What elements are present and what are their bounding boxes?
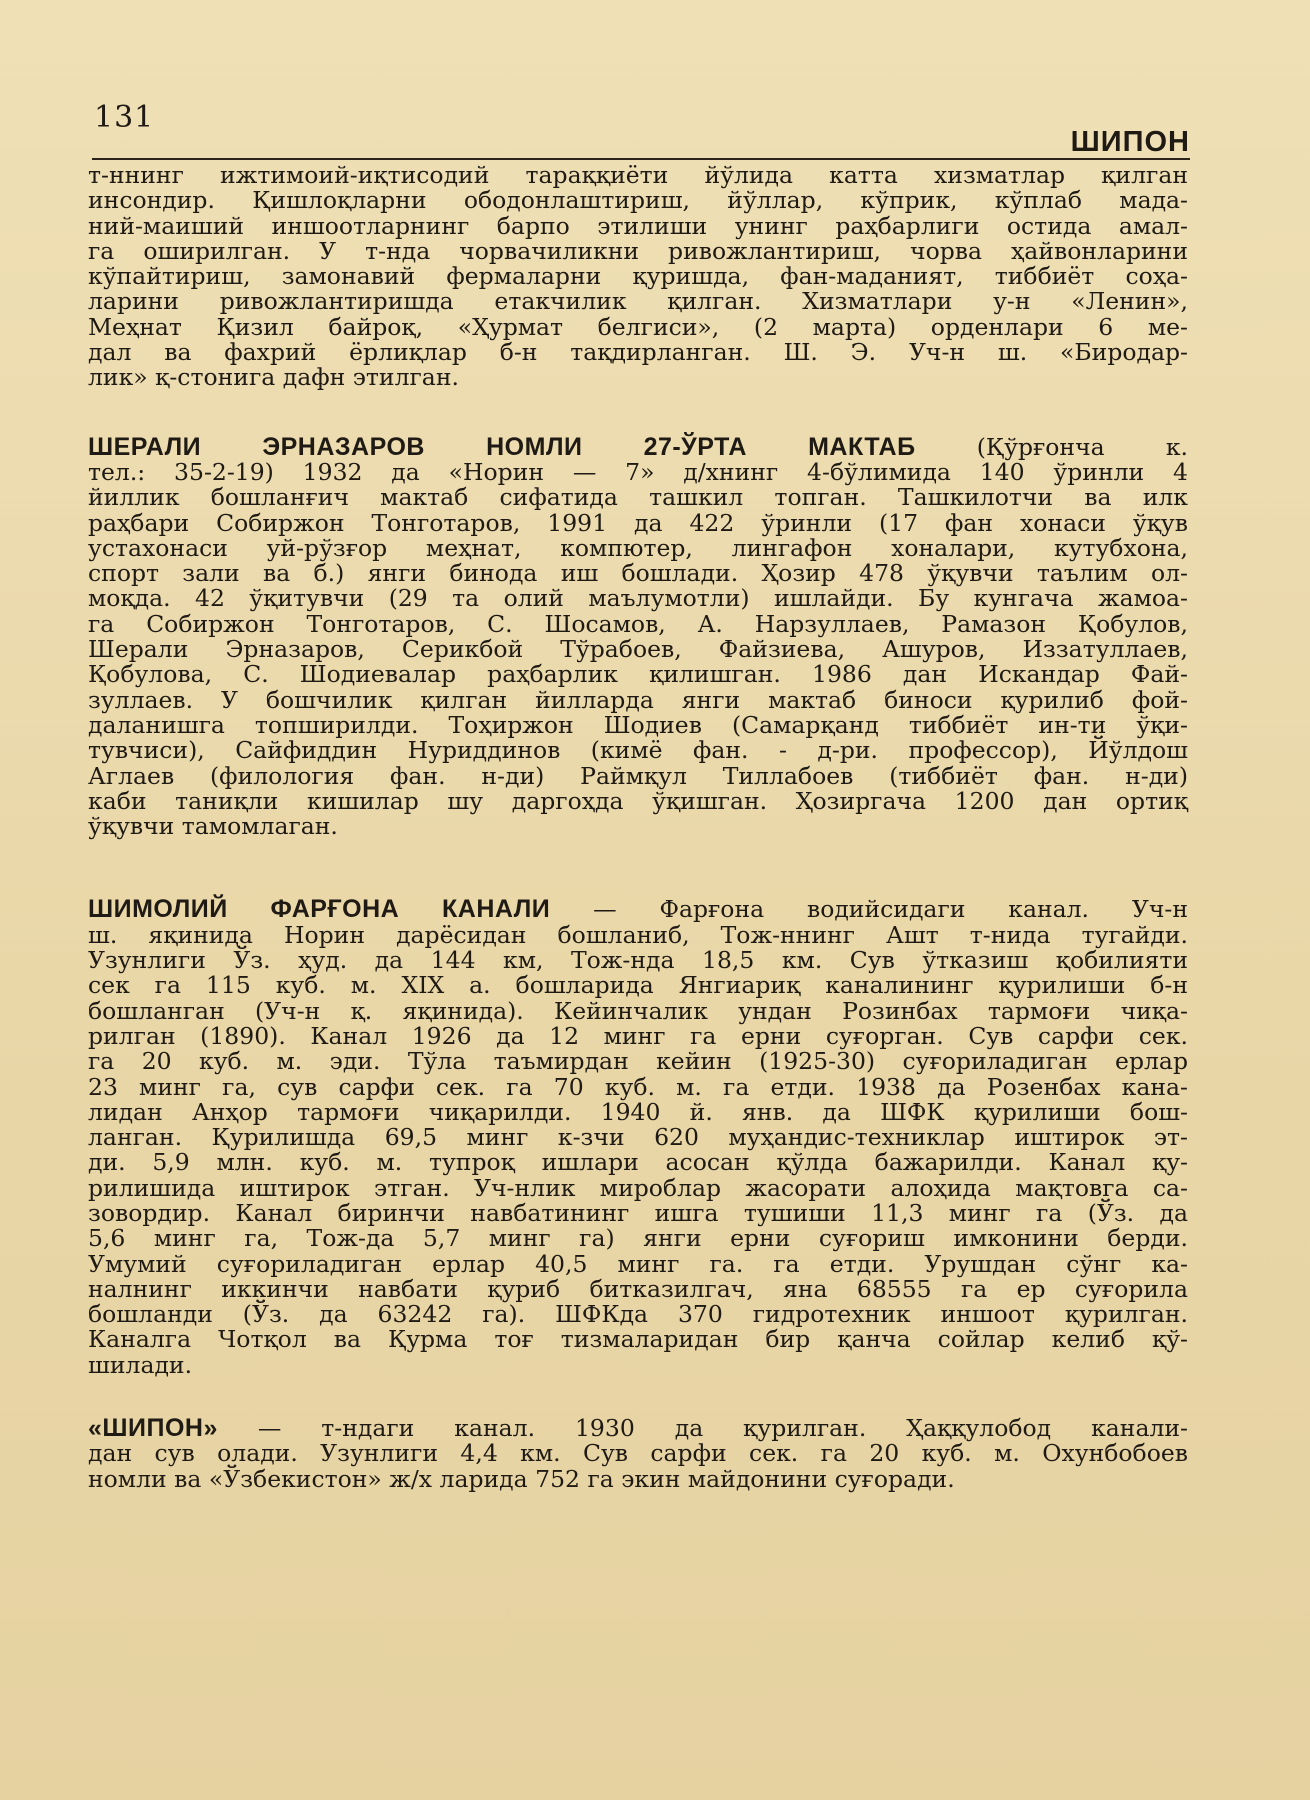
text-line: га Собиржон Тонготаров, С. Шосамов, А. Нарзуллаев, Рамазон Қобулов, [88, 609, 1188, 638]
entry-first-line [88, 1416, 1188, 1441]
page-body [88, 163, 1188, 1492]
entry-spacer [88, 839, 1188, 897]
text-line: лидан Анҳор тармоғи чиқарилди. 1940 й. янв. да ШФК қурилиши бош- [88, 1097, 1188, 1126]
text-line: кўпайтириш, замонавий фермаларни қуришда, фан-маданият, тиббиёт соҳа- [88, 262, 1188, 291]
entry-first-line-text: (Қўрғонча к. [915, 432, 1188, 461]
entry-first-line-text: — т-ндаги канал. 1930 да қурилган. Ҳаққулобод канали- [217, 1414, 1188, 1443]
text-line: ларини ривожлантиришда етакчилик қилган. Хизматлари у-н «Ленин», [88, 287, 1188, 316]
text-line: Каналга Чотқол ва Қурма тоғ тизмаларидан бир қанча сойлар келиб қў- [88, 1325, 1188, 1354]
entry-headword: ШЕРАЛИ ЭРНАЗАРОВ НОМЛИ 27-ЎРТА МАКТАБ [88, 432, 916, 461]
text-line: тувчиси), Сайфиддин Нуриддинов (кимё фан. - д-ри. профессор), Йўлдош [88, 736, 1188, 765]
text-line: дал ва фахрий ёрлиқлар б-н тақдирланган. Ш. Э. Уч-н ш. «Биродар- [88, 338, 1188, 367]
text-line: дан сув олади. Узунлиги 4,4 км. Сув сарфи сек. га 20 куб. м. Охунбобоев [88, 1439, 1188, 1468]
header-rule [92, 158, 1190, 160]
entry-first-line-text: — Фарғона водийсидаги канал. Уч-н [550, 895, 1188, 924]
text-line: моқда. 42 ўқитувчи (29 та олий маълумотли) ишлайди. Бу кунгача жамоа- [88, 584, 1188, 613]
text-line: инсондир. Қишлоқларни ободонлаштириш, йўллар, кўприк, кўплаб мада- [88, 186, 1188, 215]
text-line: ний-маиший иншоотларнинг барпо этилиши унинг раҳбарлиги остида амал- [88, 211, 1188, 240]
text-line: Узунлиги Ўз. ҳуд. да 144 км, Тож-нда 18,5 км. Сув ўтказиш қобилияти [88, 946, 1188, 975]
text-line: тел.: 35-2-19) 1932 да «Норин — 7» д/хнинг 4-бўлимида 140 ўринли 4 [88, 457, 1188, 486]
text-line: ланган. Қурилишда 69,5 минг к-зчи 620 муҳандис-техниклар иштирок эт- [88, 1123, 1188, 1152]
entry-north-fergana-canal [88, 897, 1188, 1378]
text-line: раҳбари Собиржон Тонготаров, 1991 да 422 ўринли (17 фан хонаси ўқув [88, 508, 1188, 537]
text-line: даланишга топширилди. Тоҳиржон Шодиев (Самарқанд тиббиёт ин-ти ўқи- [88, 710, 1188, 739]
text-line: ди. 5,9 млн. куб. м. тупроқ ишлари асосан қўлда бажарилди. Канал қу- [88, 1148, 1188, 1177]
running-head: ШИПОН [1070, 126, 1190, 158]
text-line: га оширилган. У т-нда чорвачиликни ривожлантириш, чорва ҳайвонларини [88, 236, 1188, 265]
text-line: 23 минг га, сув сарфи сек. га 70 куб. м. га етди. 1938 да Розенбах кана- [88, 1072, 1188, 1101]
text-line: зуллаев. У бошчилик қилган йилларда янги мактаб биноси қурилиб фой- [88, 685, 1188, 714]
text-line: бошланди (Ўз. да 63242 га). ШФКда 370 гидротехник иншоот қурилган. [88, 1300, 1188, 1329]
text-line: 5,6 минг га, Тож-да 5,7 минг га) янги ерни суғориш имконини берди. [88, 1224, 1188, 1253]
entry-headword: ШИМОЛИЙ ФАРҒОНА КАНАЛИ [88, 895, 551, 924]
page-number: 131 [94, 100, 155, 135]
text-line: Шерали Эрназаров, Серикбой Тўрабоев, Файзиева, Ашуров, Иззатуллаев, [88, 635, 1188, 664]
entry-school-27 [88, 432, 1188, 841]
text-line: Меҳнат Қизил байроқ, «Ҳурмат белгиси», (2 марта) орденлари 6 ме- [88, 312, 1188, 341]
text-line: устахонаси уй-рўзғор меҳнат, компютер, лингафон хоналари, кутубхона, [88, 533, 1188, 562]
text-line: спорт зали ва б.) янги бинода иш бошлади. Ҳозир 478 ўқувчи таълим ол- [88, 559, 1188, 588]
text-line: налнинг иккинчи навбати қуриб битказилгач, яна 68555 га ер суғорила [88, 1274, 1188, 1303]
text-line: га 20 куб. м. эди. Тўла таъмирдан кейин (1925-30) суғориладиган ерлар [88, 1047, 1188, 1076]
text-line: Умумий суғориладиган ерлар 40,5 минг га. га етди. Урушдан сўнг ка- [88, 1249, 1188, 1278]
text-line: лик» қ-стонига дафн этилган. [88, 363, 459, 392]
text-line: ўқувчи тамомлаган. [88, 812, 338, 841]
text-line: Аглаев (филология фан. н-ди) Раймқул Тиллабоев (тиббиёт фан. н-ди) [88, 761, 1188, 790]
entry-spacer [88, 391, 1188, 435]
entry-first-line [88, 432, 1188, 461]
entry-shipon [88, 1416, 1188, 1492]
text-line: ш. яқинида Норин дарёсидан бошланиб, Тож-ннинг Ашт т-нида тугайди. [88, 920, 1188, 949]
entry-first-line [88, 897, 1188, 922]
text-line: сек га 115 куб. м. XIX а. бошларида Янгиариқ каналининг қурилиши б-н [88, 971, 1188, 1000]
text-line: зовордир. Канал биринчи навбатининг ишга тушиши 11,3 минг га (Ўз. да [88, 1198, 1188, 1227]
text-line: рилган (1890). Канал 1926 да 12 минг га ерни суғорган. Сув сарфи сек. [88, 1021, 1188, 1050]
entry-continuation [88, 163, 1188, 391]
text-line: номли ва «Ўзбекистон» ж/х ларида 752 га экин майдонини суғоради. [88, 1464, 955, 1493]
text-line: йиллик бошланғич мактаб сифатида ташкил топган. Ташкилотчи ва илк [88, 483, 1188, 512]
entry-headword: «ШИПОН» [88, 1414, 218, 1443]
entry-spacer [88, 1378, 1188, 1416]
text-line: рилишида иштирок этган. Уч-нлик мироблар жасорати алоҳида мақтовга са- [88, 1173, 1188, 1202]
text-line: бошланган (Уч-н қ. яқинида). Кейинчалик ундан Розинбах тармоғи чиқа- [88, 996, 1188, 1025]
text-line: шилади. [88, 1350, 193, 1379]
page-header [92, 100, 1190, 160]
text-line: каби таниқли кишилар шу даргоҳда ўқишган. Ҳозиргача 1200 дан ортиқ [88, 786, 1188, 815]
text-line: Қобулова, С. Шодиевалар раҳбарлик қилишган. 1986 дан Искандар Фай- [88, 660, 1188, 689]
text-line: т-ннинг ижтимоий-иқтисодий тараққиёти йўлида катта хизматлар қилган [88, 161, 1188, 189]
